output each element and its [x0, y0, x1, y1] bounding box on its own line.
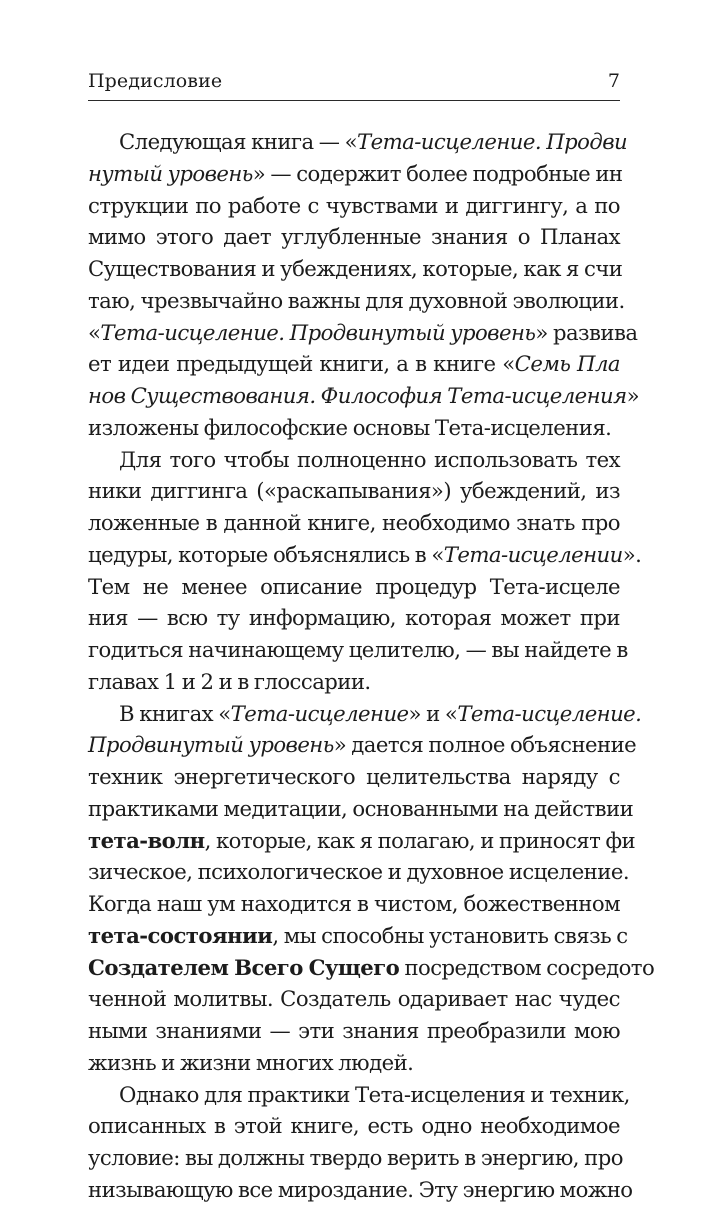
text-line — [88, 698, 642, 730]
text-segment: « — [88, 319, 101, 345]
text-segment: Тем не менее описание процедур Тета-исцеле — [88, 573, 620, 599]
text-segment: Однако для практики Тета-исцеления и техник, — [119, 1081, 630, 1107]
text-segment: ченной молитвы. Создатель одаривает нас чудес — [88, 986, 620, 1012]
text-segment: цедуры, которые объяснялись в « — [88, 541, 444, 567]
bold-term: тета-волн — [88, 827, 205, 853]
text-segment: мимо этого дает углубленные знания о Планах — [88, 224, 620, 250]
text-line — [88, 253, 623, 285]
bold-term: Создателем Всего Сущего — [88, 954, 400, 980]
text-line — [88, 666, 620, 698]
text-line — [88, 729, 637, 761]
running-header — [88, 66, 620, 101]
text-segment: Для того чтобы полноценно использовать тех — [119, 446, 620, 472]
text-segment: » — [626, 383, 640, 408]
text-segment: » и « — [408, 700, 458, 726]
text-line — [88, 793, 634, 825]
text-segment: , которые, как я полагаю, и приносят фи — [204, 827, 636, 853]
text-line — [88, 285, 625, 317]
text-line — [88, 444, 620, 476]
italic-title: нутый уровень — [88, 160, 253, 186]
text-segment: ложенные в данной книге, необходимо знать про — [88, 510, 620, 535]
text-line — [88, 126, 628, 158]
text-line — [88, 571, 620, 603]
text-segment: ными знаниями — эти знания преобразили мою — [88, 1018, 620, 1043]
text-line — [88, 507, 620, 539]
text-segment: Существования и убеждениях, которые, как я счи — [88, 256, 623, 281]
text-segment: » развива — [535, 319, 638, 345]
italic-title: Тета-исцеление. Продви — [357, 129, 628, 154]
text-line — [88, 158, 623, 190]
text-line — [88, 1142, 623, 1174]
italic-title: Тета-исцеление — [230, 700, 409, 726]
text-line — [88, 190, 620, 222]
bold-term: тета-состоянии — [88, 922, 273, 948]
text-line — [88, 920, 628, 952]
text-line — [88, 221, 620, 253]
text-line — [88, 380, 640, 412]
text-line — [88, 761, 620, 793]
text-line — [88, 1047, 620, 1079]
text-segment: ния — всю ту информацию, которая может при — [88, 605, 620, 631]
text-segment: условие: вы должны твердо верить в энергию, про — [88, 1145, 623, 1170]
text-line — [88, 983, 620, 1015]
text-segment: » — содержит более подробные ин — [252, 160, 623, 186]
text-segment: ет идеи предыдущей книги, а в книге « — [88, 351, 515, 377]
text-segment: , мы способны установить связь с — [272, 922, 628, 948]
text-segment: техник энергетического целительства наряду с — [88, 764, 620, 789]
text-segment: » дается полное объяснение — [333, 732, 637, 758]
text-segment: жизнь и жизни многих людей. — [88, 1049, 414, 1075]
text-line — [88, 412, 620, 444]
text-line — [88, 952, 655, 984]
italic-title: Семь Пла — [514, 351, 620, 377]
text-line — [88, 1079, 630, 1111]
text-line — [88, 348, 620, 380]
chapter-title: Предисловие — [88, 70, 223, 92]
text-line — [88, 634, 628, 666]
text-segment: В книгах « — [119, 700, 231, 726]
text-line — [88, 825, 636, 857]
text-segment: изложены философские основы Тета-исцеления. — [88, 414, 612, 440]
italic-title: Тета-исцеление. — [457, 700, 642, 726]
text-line — [88, 888, 620, 920]
text-segment: зическое, психологическое и духовное исцеление. — [88, 859, 630, 885]
text-segment: годиться начинающему целителю, — вы найдете в — [88, 637, 628, 662]
page-number: 7 — [607, 70, 620, 92]
text-line — [88, 317, 638, 349]
italic-title: Тета-исцеление. Продвинутый уровень — [100, 319, 536, 345]
text-line — [88, 602, 620, 634]
text-line — [88, 1110, 620, 1142]
italic-title: нов Существования. Философия Тета-исцеления — [88, 383, 627, 408]
text-line — [88, 1174, 633, 1206]
text-line — [88, 856, 630, 888]
text-line — [88, 1015, 620, 1047]
text-line — [88, 539, 642, 571]
text-segment: ». — [622, 541, 642, 567]
text-segment: струкции по работе с чувствами и диггингу, а по — [88, 192, 620, 218]
text-segment: таю, чрезвычайно важны для духовной эволюции. — [88, 287, 625, 313]
text-line — [88, 475, 620, 507]
text-segment: посредством сосредото — [399, 954, 655, 980]
text-segment: Следующая книга — « — [119, 129, 357, 154]
italic-title: Тета-исцелении — [443, 541, 623, 567]
body-text — [88, 126, 655, 1206]
text-segment: практиками медитации, основанными на действии — [88, 795, 634, 821]
text-segment: ники диггинга («раскапывания») убеждений, из — [88, 478, 620, 504]
italic-title: Продвинутый уровень — [88, 732, 334, 758]
text-segment: описанных в этой книге, есть одно необходимое — [88, 1113, 620, 1139]
text-segment: Когда наш ум находится в чистом, божественном — [88, 891, 620, 916]
text-segment: низывающую все мироздание. Эту энергию можно — [88, 1176, 633, 1202]
text-segment: главах 1 и 2 и в глоссарии. — [88, 668, 371, 694]
